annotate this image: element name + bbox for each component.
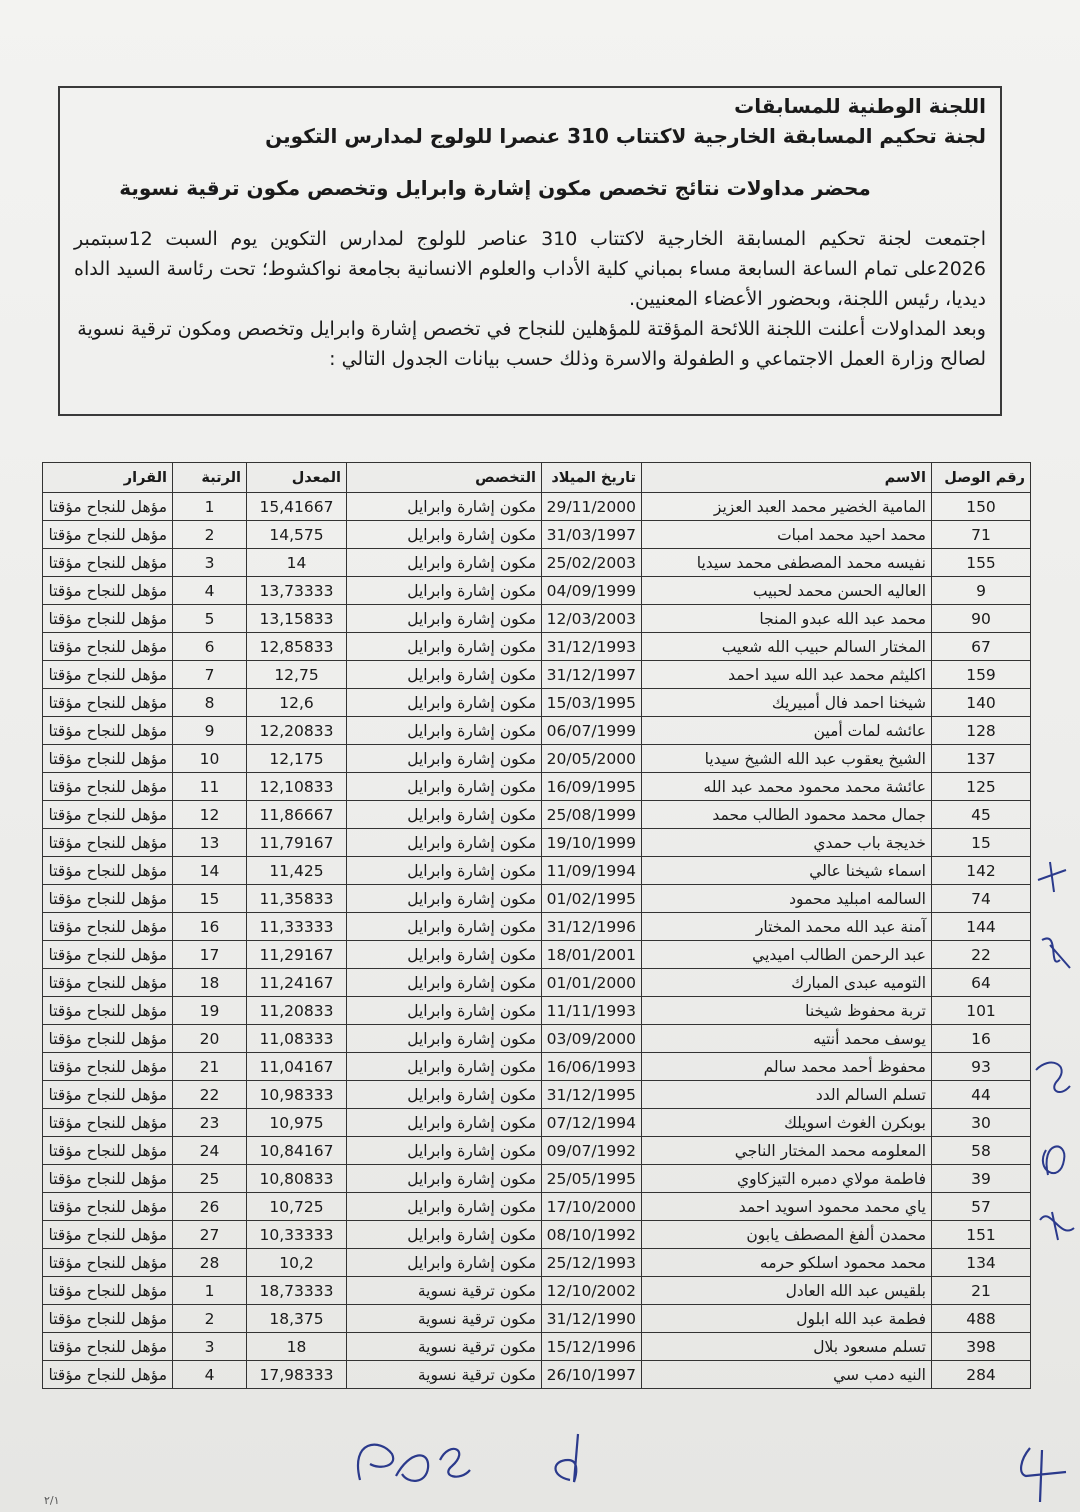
specialty-cell: مكون إشارة وابرايل bbox=[347, 1165, 542, 1193]
rank-cell: 2 bbox=[173, 521, 247, 549]
table-row bbox=[43, 1137, 1031, 1165]
birth-date-cell: 15/03/1995 bbox=[542, 689, 642, 717]
average-cell: 12,175 bbox=[247, 745, 347, 773]
birth-date-cell: 06/07/1999 bbox=[542, 717, 642, 745]
rank-cell: 1 bbox=[173, 493, 247, 521]
birth-date-cell: 20/05/2000 bbox=[542, 745, 642, 773]
table-row bbox=[43, 969, 1031, 997]
average-cell: 15,41667 bbox=[247, 493, 347, 521]
birth-date-cell: 07/12/1994 bbox=[542, 1109, 642, 1137]
header-rank: الرتبة bbox=[173, 463, 247, 493]
header-decision: القرار bbox=[43, 463, 173, 493]
handwritten-initial-mark bbox=[1040, 1212, 1074, 1240]
specialty-cell: مكون إشارة وابرايل bbox=[347, 577, 542, 605]
table-row bbox=[43, 1305, 1031, 1333]
receipt-number-cell: 398 bbox=[932, 1333, 1031, 1361]
average-cell: 11,35833 bbox=[247, 885, 347, 913]
handwritten-initial-mark bbox=[1043, 1146, 1065, 1175]
table-row bbox=[43, 717, 1031, 745]
average-cell: 12,10833 bbox=[247, 773, 347, 801]
receipt-number-cell: 137 bbox=[932, 745, 1031, 773]
rank-cell: 18 bbox=[173, 969, 247, 997]
rank-cell: 21 bbox=[173, 1053, 247, 1081]
average-cell: 11,86667 bbox=[247, 801, 347, 829]
rank-cell: 20 bbox=[173, 1025, 247, 1053]
birth-date-cell: 31/03/1997 bbox=[542, 521, 642, 549]
rank-cell: 12 bbox=[173, 801, 247, 829]
average-cell: 18,73333 bbox=[247, 1277, 347, 1305]
decision-cell: مؤهل للنجاح مؤقتا bbox=[43, 885, 173, 913]
name-cell: بلقيس عبد الله العادل bbox=[642, 1277, 932, 1305]
receipt-number-cell: 30 bbox=[932, 1109, 1031, 1137]
birth-date-cell: 11/11/1993 bbox=[542, 997, 642, 1025]
receipt-number-cell: 159 bbox=[932, 661, 1031, 689]
specialty-cell: مكون إشارة وابرايل bbox=[347, 717, 542, 745]
receipt-number-cell: 128 bbox=[932, 717, 1031, 745]
rank-cell: 24 bbox=[173, 1137, 247, 1165]
table-row bbox=[43, 549, 1031, 577]
average-cell: 11,79167 bbox=[247, 829, 347, 857]
name-cell: محمدن ألفغ المصطف يابون bbox=[642, 1221, 932, 1249]
table-row bbox=[43, 885, 1031, 913]
name-cell: العاليه الحسن محمد لحبيب bbox=[642, 577, 932, 605]
name-cell: فاطمة مولاي دمبره التيزكاوي bbox=[642, 1165, 932, 1193]
name-cell: بوبكرن الغوث اسويلك bbox=[642, 1109, 932, 1137]
table-row bbox=[43, 857, 1031, 885]
birth-date-cell: 31/12/1996 bbox=[542, 913, 642, 941]
table-row bbox=[43, 689, 1031, 717]
receipt-number-cell: 142 bbox=[932, 857, 1031, 885]
specialty-cell: مكون ترقية نسوية bbox=[347, 1277, 542, 1305]
name-cell: محمد احيد محمد امبات bbox=[642, 521, 932, 549]
name-cell: محمد محمود اسلكو حرمه bbox=[642, 1249, 932, 1277]
header-receipt-number: رقم الوصل bbox=[932, 463, 1031, 493]
decision-cell: مؤهل للنجاح مؤقتا bbox=[43, 1361, 173, 1389]
name-cell: النيه دمب سي bbox=[642, 1361, 932, 1389]
specialty-cell: مكون إشارة وابرايل bbox=[347, 885, 542, 913]
rank-cell: 3 bbox=[173, 549, 247, 577]
receipt-number-cell: 71 bbox=[932, 521, 1031, 549]
receipt-number-cell: 57 bbox=[932, 1193, 1031, 1221]
table-row bbox=[43, 997, 1031, 1025]
specialty-cell: مكون إشارة وابرايل bbox=[347, 493, 542, 521]
birth-date-cell: 31/12/1990 bbox=[542, 1305, 642, 1333]
name-cell: المعلومه محمد المختار الناجي bbox=[642, 1137, 932, 1165]
header-birth-date: تاريخ الميلاد bbox=[542, 463, 642, 493]
receipt-number-cell: 140 bbox=[932, 689, 1031, 717]
specialty-cell: مكون إشارة وابرايل bbox=[347, 1053, 542, 1081]
header-specialty: التخصص bbox=[347, 463, 542, 493]
specialty-cell: مكون إشارة وابرايل bbox=[347, 773, 542, 801]
decision-cell: مؤهل للنجاح مؤقتا bbox=[43, 941, 173, 969]
decision-cell: مؤهل للنجاح مؤقتا bbox=[43, 1193, 173, 1221]
birth-date-cell: 08/10/1992 bbox=[542, 1221, 642, 1249]
name-cell: فطمة عبد الله ابلول bbox=[642, 1305, 932, 1333]
specialty-cell: مكون إشارة وابرايل bbox=[347, 549, 542, 577]
specialty-cell: مكون إشارة وابرايل bbox=[347, 1025, 542, 1053]
receipt-number-cell: 22 bbox=[932, 941, 1031, 969]
signature-middle bbox=[556, 1434, 579, 1482]
birth-date-cell: 16/06/1993 bbox=[542, 1053, 642, 1081]
average-cell: 10,33333 bbox=[247, 1221, 347, 1249]
table-row bbox=[43, 577, 1031, 605]
birth-date-cell: 18/01/2001 bbox=[542, 941, 642, 969]
header-average: المعدل bbox=[247, 463, 347, 493]
average-cell: 11,20833 bbox=[247, 997, 347, 1025]
specialty-cell: مكون ترقية نسوية bbox=[347, 1305, 542, 1333]
average-cell: 11,04167 bbox=[247, 1053, 347, 1081]
table-row bbox=[43, 1053, 1031, 1081]
receipt-number-cell: 284 bbox=[932, 1361, 1031, 1389]
name-cell: المختار السالم حبيب الله شعيب bbox=[642, 633, 932, 661]
decision-cell: مؤهل للنجاح مؤقتا bbox=[43, 801, 173, 829]
receipt-number-cell: 15 bbox=[932, 829, 1031, 857]
decision-cell: مؤهل للنجاح مؤقتا bbox=[43, 1109, 173, 1137]
birth-date-cell: 25/08/1999 bbox=[542, 801, 642, 829]
rank-cell: 19 bbox=[173, 997, 247, 1025]
receipt-number-cell: 151 bbox=[932, 1221, 1031, 1249]
document-title: محضر مداولات نتائج تخصص مكون إشارة وابرايل وتخصص مكون ترقية نسوية bbox=[119, 176, 871, 200]
table-row bbox=[43, 1165, 1031, 1193]
decision-cell: مؤهل للنجاح مؤقتا bbox=[43, 1277, 173, 1305]
average-cell: 18,375 bbox=[247, 1305, 347, 1333]
rank-cell: 17 bbox=[173, 941, 247, 969]
birth-date-cell: 04/09/1999 bbox=[542, 577, 642, 605]
table-row bbox=[43, 745, 1031, 773]
specialty-cell: مكون ترقية نسوية bbox=[347, 1333, 542, 1361]
birth-date-cell: 31/12/1997 bbox=[542, 661, 642, 689]
name-cell: الشيخ يعقوب عبد الله الشيخ سيديا bbox=[642, 745, 932, 773]
rank-cell: 4 bbox=[173, 577, 247, 605]
name-cell: شيخنا احمد فال أمبيريك bbox=[642, 689, 932, 717]
handwritten-initial-mark bbox=[1042, 938, 1070, 968]
receipt-number-cell: 16 bbox=[932, 1025, 1031, 1053]
average-cell: 11,24167 bbox=[247, 969, 347, 997]
average-cell: 10,725 bbox=[247, 1193, 347, 1221]
birth-date-cell: 31/12/1995 bbox=[542, 1081, 642, 1109]
rank-cell: 23 bbox=[173, 1109, 247, 1137]
specialty-cell: مكون إشارة وابرايل bbox=[347, 941, 542, 969]
signature-left bbox=[358, 1445, 470, 1481]
decision-cell: مؤهل للنجاح مؤقتا bbox=[43, 913, 173, 941]
average-cell: 13,15833 bbox=[247, 605, 347, 633]
rank-cell: 4 bbox=[173, 1361, 247, 1389]
specialty-cell: مكون إشارة وابرايل bbox=[347, 633, 542, 661]
table-row bbox=[43, 1081, 1031, 1109]
decision-cell: مؤهل للنجاح مؤقتا bbox=[43, 661, 173, 689]
rank-cell: 26 bbox=[173, 1193, 247, 1221]
receipt-number-cell: 155 bbox=[932, 549, 1031, 577]
header-name: الاسم bbox=[642, 463, 932, 493]
birth-date-cell: 25/02/2003 bbox=[542, 549, 642, 577]
decision-cell: مؤهل للنجاح مؤقتا bbox=[43, 745, 173, 773]
table-row bbox=[43, 633, 1031, 661]
name-cell: محفوظ أحمد محمد سالم bbox=[642, 1053, 932, 1081]
page-number: ٢/١ bbox=[44, 1494, 60, 1507]
birth-date-cell: 16/09/1995 bbox=[542, 773, 642, 801]
average-cell: 11,29167 bbox=[247, 941, 347, 969]
decision-paragraph: وبعد المداولات أعلنت اللجنة اللائحة المؤقتة للمؤهلين للنجاح في تخصص إشارة وابرايل وتخصص ومكون ترقية نسوية لصالح وزارة العمل الاجتماعي و الطفولة والاسرة وذلك حسب بيانات الجدول التالي : bbox=[77, 318, 986, 370]
receipt-number-cell: 21 bbox=[932, 1277, 1031, 1305]
receipt-number-cell: 58 bbox=[932, 1137, 1031, 1165]
birth-date-cell: 25/12/1993 bbox=[542, 1249, 642, 1277]
decision-cell: مؤهل للنجاح مؤقتا bbox=[43, 1221, 173, 1249]
rank-cell: 2 bbox=[173, 1305, 247, 1333]
specialty-cell: مكون إشارة وابرايل bbox=[347, 1109, 542, 1137]
receipt-number-cell: 93 bbox=[932, 1053, 1031, 1081]
average-cell: 14,575 bbox=[247, 521, 347, 549]
table-row bbox=[43, 1361, 1031, 1389]
decision-cell: مؤهل للنجاح مؤقتا bbox=[43, 633, 173, 661]
table-row bbox=[43, 773, 1031, 801]
decision-cell: مؤهل للنجاح مؤقتا bbox=[43, 829, 173, 857]
specialty-cell: مكون إشارة وابرايل bbox=[347, 1081, 542, 1109]
average-cell: 18 bbox=[247, 1333, 347, 1361]
rank-cell: 11 bbox=[173, 773, 247, 801]
receipt-number-cell: 134 bbox=[932, 1249, 1031, 1277]
birth-date-cell: 25/05/1995 bbox=[542, 1165, 642, 1193]
table-row bbox=[43, 829, 1031, 857]
decision-cell: مؤهل للنجاح مؤقتا bbox=[43, 1165, 173, 1193]
decision-cell: مؤهل للنجاح مؤقتا bbox=[43, 1053, 173, 1081]
rank-cell: 27 bbox=[173, 1221, 247, 1249]
name-cell: جمال محمد محمود الطالب محمد bbox=[642, 801, 932, 829]
specialty-cell: مكون إشارة وابرايل bbox=[347, 1249, 542, 1277]
average-cell: 11,08333 bbox=[247, 1025, 347, 1053]
decision-cell: مؤهل للنجاح مؤقتا bbox=[43, 1305, 173, 1333]
receipt-number-cell: 74 bbox=[932, 885, 1031, 913]
specialty-cell: مكون إشارة وابرايل bbox=[347, 801, 542, 829]
specialty-cell: مكون إشارة وابرايل bbox=[347, 829, 542, 857]
decision-cell: مؤهل للنجاح مؤقتا bbox=[43, 857, 173, 885]
name-cell: المامية الخضير محمد العبد العزيز bbox=[642, 493, 932, 521]
specialty-cell: مكون إشارة وابرايل bbox=[347, 605, 542, 633]
decision-cell: مؤهل للنجاح مؤقتا bbox=[43, 689, 173, 717]
specialty-cell: مكون إشارة وابرايل bbox=[347, 1137, 542, 1165]
decision-cell: مؤهل للنجاح مؤقتا bbox=[43, 1333, 173, 1361]
average-cell: 10,2 bbox=[247, 1249, 347, 1277]
average-cell: 11,425 bbox=[247, 857, 347, 885]
table-row bbox=[43, 661, 1031, 689]
receipt-number-cell: 101 bbox=[932, 997, 1031, 1025]
table-row bbox=[43, 1221, 1031, 1249]
name-cell: محمد عبد الله عبدو المنجا bbox=[642, 605, 932, 633]
receipt-number-cell: 90 bbox=[932, 605, 1031, 633]
table-row bbox=[43, 1025, 1031, 1053]
birth-date-cell: 01/02/1995 bbox=[542, 885, 642, 913]
table-row bbox=[43, 801, 1031, 829]
average-cell: 10,84167 bbox=[247, 1137, 347, 1165]
birth-date-cell: 03/09/2000 bbox=[542, 1025, 642, 1053]
rank-cell: 7 bbox=[173, 661, 247, 689]
handwritten-initial-mark bbox=[1036, 1063, 1070, 1092]
table-row bbox=[43, 913, 1031, 941]
committee-name: اللجنة الوطنية للمسابقات bbox=[734, 94, 986, 118]
table-row bbox=[43, 605, 1031, 633]
rank-cell: 14 bbox=[173, 857, 247, 885]
name-cell: اكليثم محمد عبد الله سيد احمد bbox=[642, 661, 932, 689]
specialty-cell: مكون إشارة وابرايل bbox=[347, 997, 542, 1025]
specialty-cell: مكون إشارة وابرايل bbox=[347, 913, 542, 941]
birth-date-cell: 12/10/2002 bbox=[542, 1277, 642, 1305]
average-cell: 10,975 bbox=[247, 1109, 347, 1137]
receipt-number-cell: 67 bbox=[932, 633, 1031, 661]
name-cell: ياي محمد محمود اسويد احمد bbox=[642, 1193, 932, 1221]
handwritten-initial-mark bbox=[1038, 862, 1066, 892]
receipt-number-cell: 144 bbox=[932, 913, 1031, 941]
specialty-cell: مكون إشارة وابرايل bbox=[347, 969, 542, 997]
rank-cell: 1 bbox=[173, 1277, 247, 1305]
name-cell: اسماء شيخنا عالي bbox=[642, 857, 932, 885]
specialty-cell: مكون إشارة وابرايل bbox=[347, 857, 542, 885]
receipt-number-cell: 9 bbox=[932, 577, 1031, 605]
decision-cell: مؤهل للنجاح مؤقتا bbox=[43, 521, 173, 549]
decision-cell: مؤهل للنجاح مؤقتا bbox=[43, 605, 173, 633]
receipt-number-cell: 39 bbox=[932, 1165, 1031, 1193]
birth-date-cell: 11/09/1994 bbox=[542, 857, 642, 885]
rank-cell: 3 bbox=[173, 1333, 247, 1361]
name-cell: تربة محفوظ شيخنا bbox=[642, 997, 932, 1025]
birth-date-cell: 26/10/1997 bbox=[542, 1361, 642, 1389]
table-header-row bbox=[43, 463, 1031, 493]
decision-cell: مؤهل للنجاح مؤقتا bbox=[43, 549, 173, 577]
decision-cell: مؤهل للنجاح مؤقتا bbox=[43, 1025, 173, 1053]
specialty-cell: مكون إشارة وابرايل bbox=[347, 1193, 542, 1221]
decision-cell: مؤهل للنجاح مؤقتا bbox=[43, 1081, 173, 1109]
rank-cell: 28 bbox=[173, 1249, 247, 1277]
table-row bbox=[43, 493, 1031, 521]
receipt-number-cell: 150 bbox=[932, 493, 1031, 521]
table-row bbox=[43, 521, 1031, 549]
rank-cell: 13 bbox=[173, 829, 247, 857]
name-cell: السالمه امبليد محمود bbox=[642, 885, 932, 913]
table-row bbox=[43, 1277, 1031, 1305]
rank-cell: 15 bbox=[173, 885, 247, 913]
average-cell: 12,6 bbox=[247, 689, 347, 717]
rank-cell: 9 bbox=[173, 717, 247, 745]
receipt-number-cell: 125 bbox=[932, 773, 1031, 801]
average-cell: 12,20833 bbox=[247, 717, 347, 745]
rank-cell: 16 bbox=[173, 913, 247, 941]
rank-cell: 10 bbox=[173, 745, 247, 773]
name-cell: عائشة محمد محمود محمد عبد الله bbox=[642, 773, 932, 801]
average-cell: 10,98333 bbox=[247, 1081, 347, 1109]
decision-cell: مؤهل للنجاح مؤقتا bbox=[43, 1137, 173, 1165]
specialty-cell: مكون ترقية نسوية bbox=[347, 1361, 542, 1389]
receipt-number-cell: 44 bbox=[932, 1081, 1031, 1109]
decision-cell: مؤهل للنجاح مؤقتا bbox=[43, 969, 173, 997]
birth-date-cell: 09/07/1992 bbox=[542, 1137, 642, 1165]
average-cell: 12,75 bbox=[247, 661, 347, 689]
jury-name: لجنة تحكيم المسابقة الخارجية لاكتتاب 310 عنصرا للولوج لمدارس التكوين bbox=[265, 124, 986, 148]
name-cell: عائشه لمات أمين bbox=[642, 717, 932, 745]
name-cell: التوميه عبدى المبارك bbox=[642, 969, 932, 997]
average-cell: 11,33333 bbox=[247, 913, 347, 941]
table-row bbox=[43, 1333, 1031, 1361]
bottom-signatures bbox=[0, 1420, 1080, 1512]
decision-cell: مؤهل للنجاح مؤقتا bbox=[43, 773, 173, 801]
birth-date-cell: 12/03/2003 bbox=[542, 605, 642, 633]
average-cell: 14 bbox=[247, 549, 347, 577]
name-cell: نفيسه محمد المصطفى محمد سيديا bbox=[642, 549, 932, 577]
decision-cell: مؤهل للنجاح مؤقتا bbox=[43, 717, 173, 745]
name-cell: عبد الرحمن الطالب اميديي bbox=[642, 941, 932, 969]
specialty-cell: مكون إشارة وابرايل bbox=[347, 521, 542, 549]
decision-cell: مؤهل للنجاح مؤقتا bbox=[43, 997, 173, 1025]
birth-date-cell: 15/12/1996 bbox=[542, 1333, 642, 1361]
margin-initials bbox=[1030, 840, 1080, 1260]
birth-date-cell: 31/12/1993 bbox=[542, 633, 642, 661]
birth-date-cell: 17/10/2000 bbox=[542, 1193, 642, 1221]
table-row bbox=[43, 1193, 1031, 1221]
table-row bbox=[43, 1249, 1031, 1277]
specialty-cell: مكون إشارة وابرايل bbox=[347, 745, 542, 773]
table-row bbox=[43, 1109, 1031, 1137]
average-cell: 13,73333 bbox=[247, 577, 347, 605]
birth-date-cell: 01/01/2000 bbox=[542, 969, 642, 997]
receipt-number-cell: 488 bbox=[932, 1305, 1031, 1333]
rank-cell: 25 bbox=[173, 1165, 247, 1193]
meeting-paragraph: اجتمعت لجنة تحكيم المسابقة الخارجية لاكتتاب 310 عناصر للولوج لمدارس التكوين يوم السبت 12سبتمبر 2026على تمام الساعة السابعة مساء بمباني كلية الأداب والعلوم الانسانية بجامعة نواكشوط؛ تحت رئاسة السيد الداه ديديا، رئيس اللجنة، وبحضور الأعضاء المعنيين. bbox=[74, 228, 987, 310]
decision-cell: مؤهل للنجاح مؤقتا bbox=[43, 493, 173, 521]
name-cell: تسلم السالم الدد bbox=[642, 1081, 932, 1109]
average-cell: 10,80833 bbox=[247, 1165, 347, 1193]
header-box bbox=[58, 86, 1002, 416]
specialty-cell: مكون إشارة وابرايل bbox=[347, 689, 542, 717]
specialty-cell: مكون إشارة وابرايل bbox=[347, 661, 542, 689]
name-cell: تسلم مسعود بلال bbox=[642, 1333, 932, 1361]
signature-right bbox=[1021, 1448, 1066, 1502]
birth-date-cell: 29/11/2000 bbox=[542, 493, 642, 521]
birth-date-cell: 19/10/1999 bbox=[542, 829, 642, 857]
name-cell: آمنة عبد الله محمد المختار bbox=[642, 913, 932, 941]
specialty-cell: مكون إشارة وابرايل bbox=[347, 1221, 542, 1249]
decision-cell: مؤهل للنجاح مؤقتا bbox=[43, 1249, 173, 1277]
table-row bbox=[43, 941, 1031, 969]
average-cell: 12,85833 bbox=[247, 633, 347, 661]
rank-cell: 22 bbox=[173, 1081, 247, 1109]
receipt-number-cell: 64 bbox=[932, 969, 1031, 997]
results-table bbox=[42, 462, 1031, 1389]
rank-cell: 8 bbox=[173, 689, 247, 717]
name-cell: خديجة باب حمدي bbox=[642, 829, 932, 857]
decision-cell: مؤهل للنجاح مؤقتا bbox=[43, 577, 173, 605]
name-cell: يوسف محمد أنتيه bbox=[642, 1025, 932, 1053]
rank-cell: 5 bbox=[173, 605, 247, 633]
rank-cell: 6 bbox=[173, 633, 247, 661]
receipt-number-cell: 45 bbox=[932, 801, 1031, 829]
average-cell: 17,98333 bbox=[247, 1361, 347, 1389]
results-body bbox=[43, 493, 1031, 1389]
